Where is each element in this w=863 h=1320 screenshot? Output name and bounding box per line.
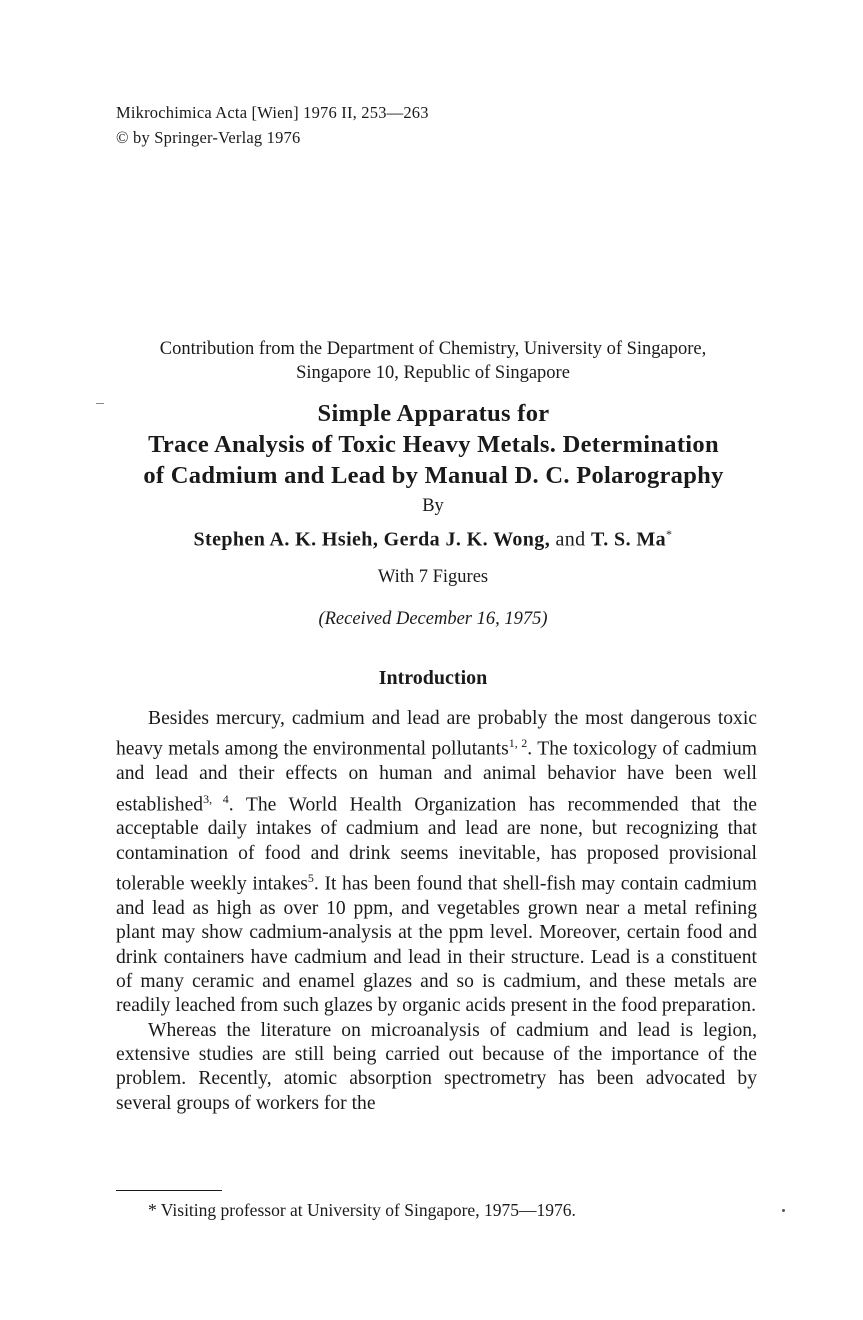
paragraph-1 bbox=[116, 707, 757, 1019]
paper-title bbox=[80, 398, 787, 491]
title-line-1: Simple Apparatus for bbox=[317, 400, 550, 427]
body-text bbox=[116, 707, 757, 1116]
affiliation bbox=[100, 337, 766, 385]
title-line-2: Trace Analysis of Toxic Heavy Metals. Determination bbox=[148, 431, 719, 458]
section-heading: Introduction bbox=[378, 667, 488, 689]
author-ma: T. S. Ma bbox=[590, 528, 667, 551]
citation-3-4: 3, 4 bbox=[203, 791, 229, 806]
citation-1-2: 1, 2 bbox=[508, 736, 528, 751]
paragraph-1-part-1: Besides mercury, cadmium and lead are probably the most dangerous toxic heavy metals among the environmental pollutants bbox=[116, 708, 757, 760]
paragraph-1-part-4: . It has been found that shell-fish may contain cadmium and lead as high as over 10 ppm, and vegetables grown near a metal refining plant may show cadmium-analysis at the ppm level. Moreover, certain food and drink containers have cadmium and lead in their structure. Lead is a constituent of many ceramic and enamel glazes and so is cadmium, and these metals are readily leached from such glazes by organic acids present in the food preparation. bbox=[116, 873, 757, 1017]
author-wong: Gerda J. K. Wong, bbox=[383, 528, 551, 551]
affiliation-line-2: Singapore 10, Republic of Singapore bbox=[296, 363, 570, 383]
author-conjunction: and bbox=[555, 528, 586, 551]
author-list bbox=[100, 527, 766, 552]
received-date: (Received December 16, 1975) bbox=[318, 609, 548, 629]
footnote-divider bbox=[116, 1190, 222, 1191]
by-label: By bbox=[422, 496, 444, 516]
citation-5: 5 bbox=[307, 871, 314, 886]
paragraph-1-part-3: . The World Health Organization has recommended that the acceptable daily intakes of cadmium and lead are none, but recognizing that contamination of food and drink seems inevitable, has proposed provisional tolerable weekly intakes bbox=[116, 794, 757, 895]
author-footnote-mark: * bbox=[666, 527, 673, 541]
affiliation-line-1: Contribution from the Department of Chemistry, University of Singapore, bbox=[159, 339, 707, 359]
footnote-text: Visiting professor at University of Singapore, 1975—1976. bbox=[156, 1200, 576, 1220]
title-line-3: of Cadmium and Lead by Manual D. C. Polarography bbox=[143, 462, 724, 489]
footnote bbox=[148, 1200, 576, 1221]
scan-speck bbox=[782, 1209, 785, 1212]
figures-note: With 7 Figures bbox=[377, 567, 489, 587]
paragraph-1-part-2: . The toxicology of cadmium and lead and their effects on human and animal behavior have been well established bbox=[116, 738, 757, 816]
copyright-notice: © by Springer-Verlag 1976 bbox=[116, 128, 301, 147]
scan-mark bbox=[96, 403, 104, 404]
paragraph-2: Whereas the literature on microanalysis of cadmium and lead is legion, extensive studies are still being carried out because of the importance of the problem. Recently, atomic absorption spectrometry has been advocated by several groups of workers for the bbox=[116, 1019, 757, 1114]
journal-citation: Mikrochimica Acta [Wien] 1976 II, 253—263 bbox=[116, 103, 429, 122]
author-hsieh: Stephen A. K. Hsieh, bbox=[193, 528, 379, 551]
footnote-mark: * bbox=[148, 1200, 157, 1220]
journal-header bbox=[116, 100, 429, 150]
